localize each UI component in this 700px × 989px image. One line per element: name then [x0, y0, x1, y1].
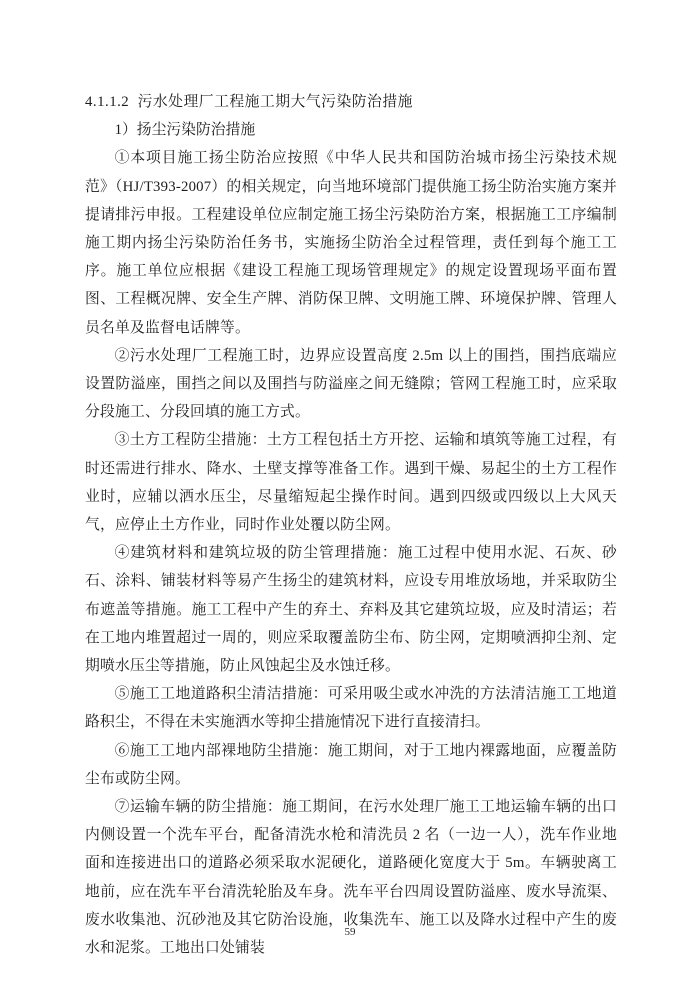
paragraph-6: ⑥施工工地内部裸地防尘措施：施工期间，对于工地内裸露地面，应覆盖防尘布或防尘网。 — [85, 742, 617, 787]
page-number: 59 — [344, 926, 356, 938]
paragraph-7: ⑦运输车辆的防尘措施：施工期间，在污水处理厂施工工地运输车辆的出口内侧设置一个洗车平台，配备清洗水枪和清洗员 2 名（一边一人），洗车作业地面和连接进出口的道路必须采取水泥硬化，道路硬化宽度大于 5m。车辆驶离工地前，应在洗车平台清洗轮胎及车身。洗车平台四周设置防溢座、废水导流渠、废水收集池、沉砂池及其它防治设施，收集洗车、施工以及降水过程中产生的废水和泥浆。工地出口处铺装 — [85, 799, 617, 957]
paragraph-3: ③土方工程防尘措施：土方工程包括土方开挖、运输和填筑等施工过程，有时还需进行排水、降水、土壁支撑等准备工作。遇到干燥、易起尘的土方工程作业时，应辅以洒水压尘，尽量缩短起尘操作时间。遇到四级或四级以上大风天气，应停止土方作业，同时作业处覆以防尘网。 — [85, 432, 617, 534]
section-heading: 4.1.1.2 污水处理厂工程施工期大气污染防治措施 — [85, 94, 413, 110]
list-heading: 1）扬尘污染防治措施 — [114, 122, 256, 139]
paragraph-2: ②污水处理厂工程施工时，边界应设置高度 2.5m 以上的围挡，围挡底端应设置防溢座，围挡之间以及围挡与防溢座之间无缝隙；管网工程施工时，应采取分段施工、分段回填的施工方式。 — [85, 347, 617, 421]
paragraph-5: ⑤施工工地道路积尘清洁措施：可采用吸尘或水冲洗的方法清洁施工工地道路积尘，不得在未实施洒水等抑尘措施情况下进行直接清扫。 — [85, 686, 617, 731]
paragraph-1: ①本项目施工扬尘防治应按照《中华人民共和国防治城市扬尘污染技术规范》（HJ/T393-2007）的相关规定，向当地环境部门提供施工扬尘防治实施方案并提请排污申报。工程建设单位应制定施工扬尘污染防治方案，根据施工工序编制施工期内扬尘污染防治任务书，实施扬尘防治全过程管理，责任到每个施工工序。施工单位应根据《建设工程施工现场管理规定》的规定设置现场平面布置图、工程概况牌、安全生产牌、消防保卫牌、文明施工牌、环境保护牌、管理人员名单及监督电话牌等。 — [85, 150, 617, 336]
paragraph-4: ④建筑材料和建筑垃圾的防尘管理措施：施工过程中使用水泥、石灰、砂石、涂料、铺装材料等易产生扬尘的建筑材料，应设专用堆放场地，并采取防尘布遮盖等措施。施工工程中产生的弃土、弃料及其它建筑垃圾，应及时清运；若在工地内堆置超过一周的，则应采取覆盖防尘布、防尘网，定期喷洒抑尘剂、定期喷水压尘等措施，防止风蚀起尘及水蚀迁移。 — [85, 545, 617, 675]
text-block — [85, 88, 617, 962]
